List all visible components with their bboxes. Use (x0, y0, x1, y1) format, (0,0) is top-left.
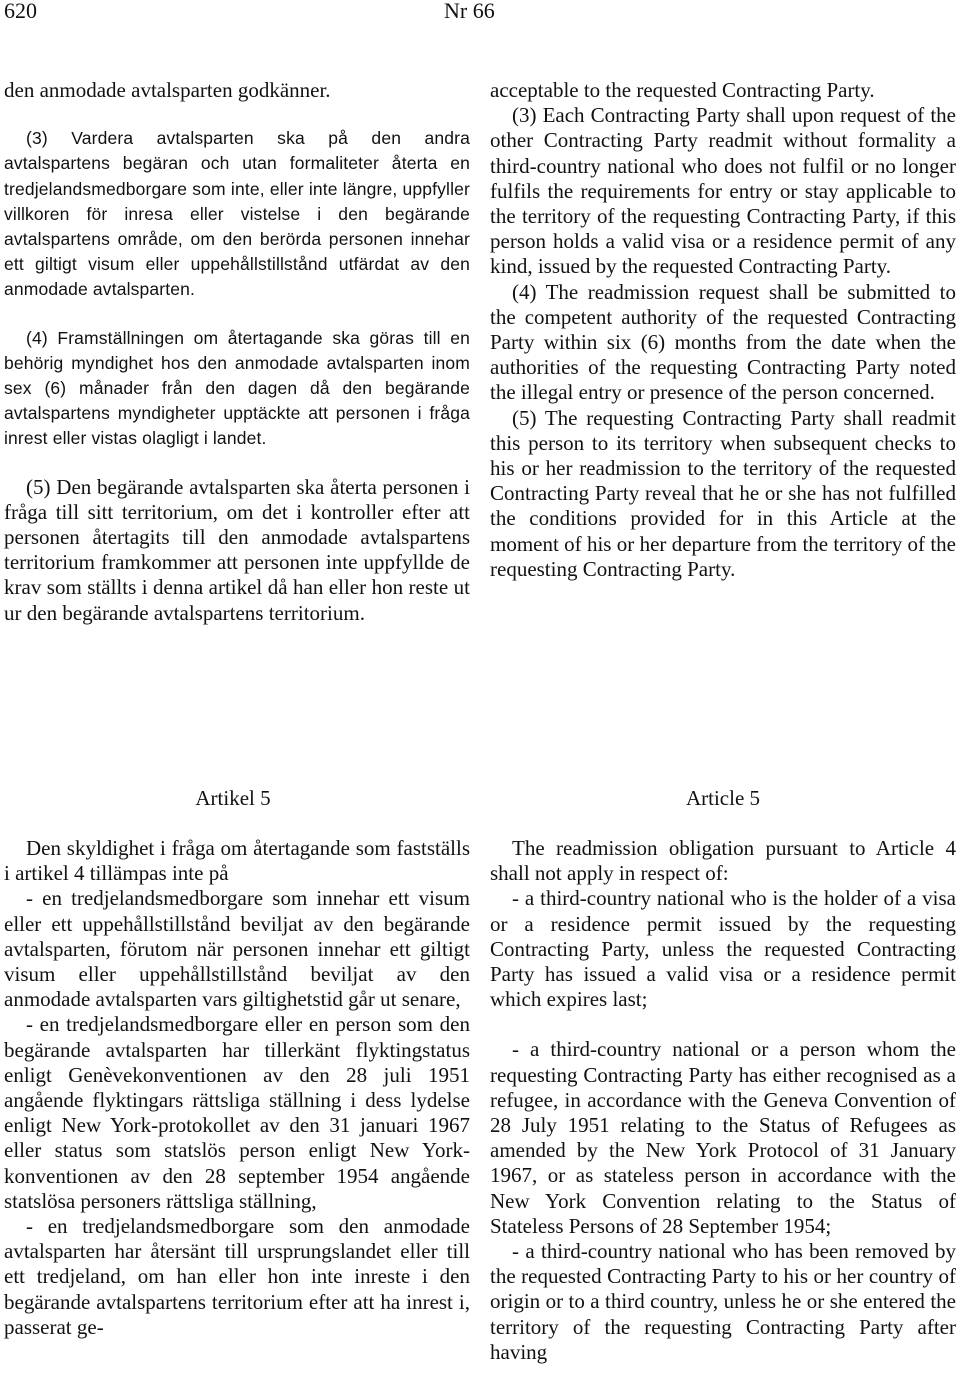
article-5-item-2-en: - a third-country national or a person whom the requesting Contracting Party has either recognised as a refugee, in accordance with the Geneva Convention of 28 July 1951 relating to the Status of Refugees as amended by the New York Protocol of 31 January 1967, or as stateless person in accordance with the New York Convention relating to the Status of Stateless Persons of 28 September 1954; (490, 1037, 956, 1238)
article-5-intro-en: The readmission obligation pursuant to Article 4 shall not apply in respect of: (490, 836, 956, 886)
paragraph-3-sv: (3) Vardera avtalsparten ska på den andra avtalspartens begäran och utan formaliteter återta en tredjelandsmedborgare som inte, eller inte längre, uppfyller villkoren för inresa eller vistelse i den begärande avtalspartens område, om den berörda personen innehar ett giltigt visum eller uppehållstillstånd utfärdat av den anmodade avtalsparten. (4, 128, 470, 300)
english-column-article-5 (490, 836, 956, 1365)
article-heading-sv: Artikel 5 (195, 786, 271, 810)
paragraph-4-sv: (4) Framställningen om återtagande ska göras till en behörig myndighet hos den anmodade avtalsparten inom sex (6) månader från den dagen då den begärande avtalspartens myndigheter upptäckte att personen i fråga inrest eller vistas olagligt i landet. (4, 327, 470, 449)
swedish-column-top (4, 78, 470, 626)
document-number: Nr 66 (444, 0, 495, 23)
paragraph-3-en: (3) Each Contracting Party shall upon request of the other Contracting Party readmit without formality a third-country national who does not fulfil or no longer fulfils the requirements for entry or stay applicable to the territory of the requesting Contracting Party, if this person holds a valid visa or a residence permit of any kind, issued by the requested Contracting Party. (490, 103, 956, 279)
paragraph-5-sv: (5) Den begärande avtalsparten ska återta personen i fråga till sitt territorium, om det i kontroller efter att personen återtagits till den anmodade avtalspartens territorium framkommer att personen inte uppfyllde de krav som ställts i denna artikel då han eller hon reste ut ur den begärande avtalspartens territorium. (4, 474, 470, 625)
english-column-top (490, 78, 956, 582)
swedish-column-article-5 (4, 836, 470, 1340)
page-header (0, 0, 960, 30)
article-5-item-2-sv: - en tredjelandsmedborgare eller en person som den begärande avtalsparten har tillerkänt flyktingstatus enligt Genèvekonventionen av den 28 juli 1951 angående flyktingars rättsliga ställning i dess lydelse enligt New York-protokollet av den 31 januari 1967 eller status som statslös person enligt New York-konventionen av den 28 september 1954 angående statslösa personers rättsliga ställning, (4, 1012, 470, 1213)
paragraph-continuation-sv: den anmodade avtalsparten godkänner. (4, 78, 331, 102)
paragraph-continuation-en: acceptable to the requested Contracting Party. (490, 78, 875, 102)
article-5-item-3-sv: - en tredjelandsmedborgare som den anmodade avtalsparten har återsänt till ursprungslandet eller till ett tredjeland, om han eller hon inte inreste i den begärande avtalspartens territorium efter att ha inrest i, passerat ge- (4, 1214, 470, 1339)
paragraph-4-en: (4) The readmission request shall be submitted to the competent authority of the requested Contracting Party within six (6) months from the date when the authorities of the requesting Contracting Party noted the illegal entry or presence of the person concerned. (490, 279, 956, 405)
paragraph-5-en: (5) The requesting Contracting Party shall readmit this person to its territory when subsequent checks to his or her readmission to the territory of the requested Contracting Party reveal that he or she has not fulfilled the conditions provided for in this Article at the moment of his or her departure from the territory of the requesting Contracting Party. (490, 405, 956, 581)
page-number: 620 (4, 0, 37, 23)
article-heading-en: Article 5 (685, 786, 761, 810)
article-5-item-1-en: - a third-country national who is the holder of a visa or a residence permit issued by the requesting Contracting Party, unless the requested Contracting Party has issued a valid visa or a residence permit which expires last; (490, 886, 956, 1012)
article-5-item-3-en: - a third-country national who has been removed by the requested Contracting Party to his or her country of origin or to a third country, unless he or she entered the territory of the requesting Contracting Party after having (490, 1239, 956, 1364)
article-5-intro-sv: Den skyldighet i fråga om återtagande som fastställs i artikel 4 tillämpas inte på (4, 836, 470, 886)
article-5-item-1-sv: - en tredjelandsmedborgare som innehar ett visum eller ett uppehållstillstånd beviljat av den begärande avtalsparten, förutom när personen innehar ett giltigt visum eller uppehållstillstånd beviljat av den anmodade avtalsparten vars giltighetstid går ut senare, (4, 886, 470, 1012)
